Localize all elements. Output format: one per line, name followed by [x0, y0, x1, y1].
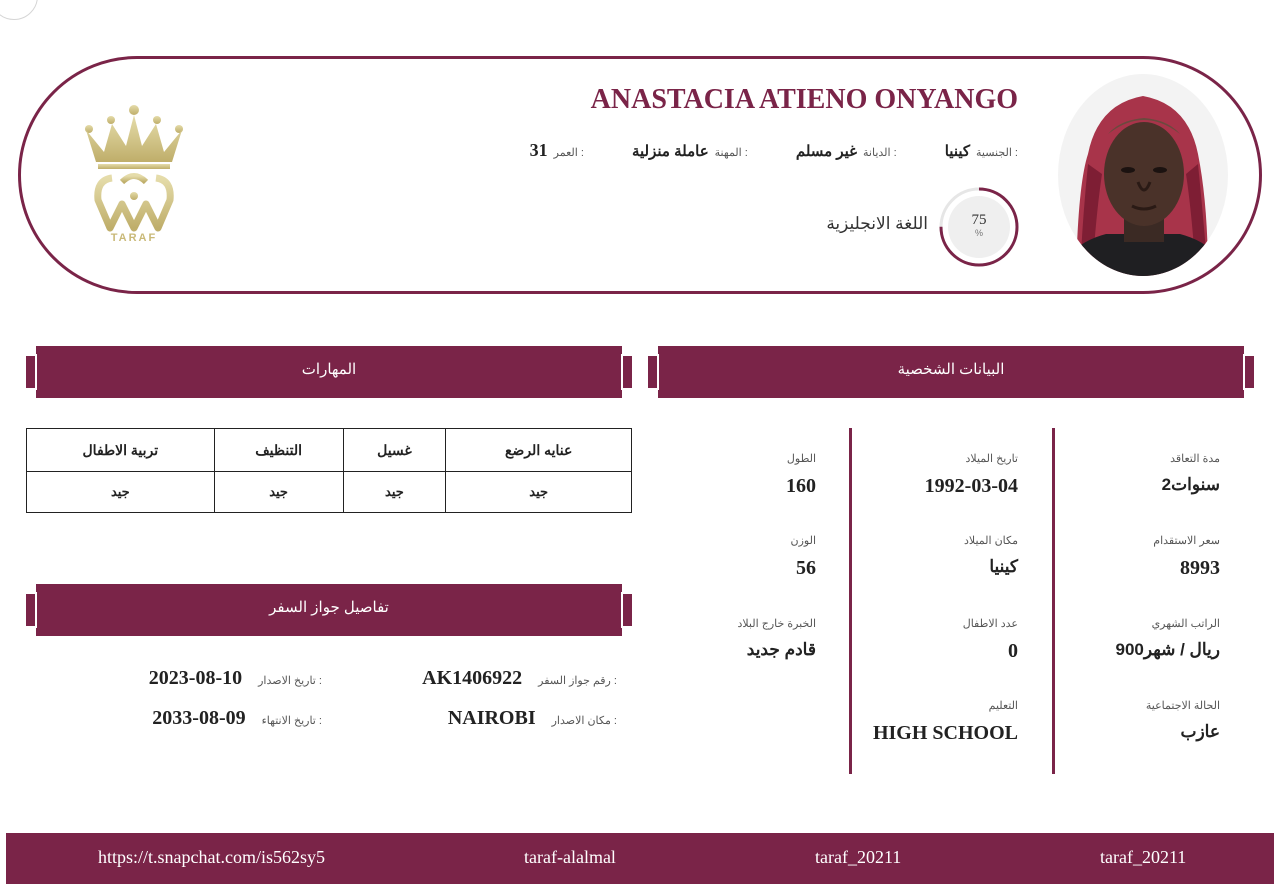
height-label: الطول	[786, 453, 816, 465]
issue-date-label: تاريخ الاصدار :	[258, 675, 322, 687]
skills-title: المهارات	[301, 361, 357, 378]
footer-handle-2[interactable]: taraf_20211	[815, 847, 902, 867]
pob-label: مكان الميلاد	[963, 535, 1018, 547]
religion-field	[796, 142, 897, 160]
profile-photo	[1058, 74, 1228, 276]
cost-value: 8993	[1180, 557, 1220, 579]
children-field	[828, 617, 1018, 663]
passport-banner	[26, 584, 632, 636]
salary-label: الراتب الشهري	[1151, 618, 1220, 630]
religion-label: الديانة :	[863, 147, 897, 159]
skills-header-row	[27, 429, 632, 472]
dob-label: تاريخ الميلاد	[965, 453, 1018, 465]
skill-header-laundry: غسيل	[343, 429, 446, 472]
age-value: 31	[529, 140, 548, 160]
skills-values-row	[27, 472, 632, 513]
marital-value: عازب	[1180, 722, 1220, 741]
personal-banner	[648, 346, 1254, 398]
taraf-crown-logo	[82, 100, 192, 250]
cost-field	[1030, 534, 1220, 580]
issue-place-label: مكان الاصدار :	[551, 715, 617, 727]
height-field	[626, 452, 816, 498]
snapchat-link[interactable]: https://t.snapchat.com/is562sy5	[98, 847, 325, 867]
issue-date-field	[149, 667, 322, 690]
weight-label: الوزن	[790, 535, 816, 547]
expiry-date-label: تاريخ الانتهاء :	[261, 715, 322, 727]
age-field	[530, 140, 584, 161]
experience-field	[626, 617, 816, 660]
height-value: 160	[786, 475, 816, 497]
nationality-field	[945, 142, 1018, 160]
cost-label: سعر الاستقدام	[1153, 535, 1220, 547]
education-field	[828, 699, 1018, 745]
age-label: العمر :	[553, 147, 584, 159]
weight-field	[626, 534, 816, 580]
religion-value: غير مسلم	[795, 143, 858, 160]
dob-value: 1992-03-04	[924, 475, 1018, 497]
passport-number-label: رقم جواز السفر :	[538, 675, 617, 687]
skill-header-childcare: تربية الاطفال	[27, 429, 215, 472]
passport-number-field	[422, 667, 617, 690]
skill-value-infant-care: جيد	[446, 472, 632, 513]
passport-number-value: AK1406922	[422, 667, 523, 689]
salary-value: 900ريال / شهر	[1115, 640, 1220, 659]
worker-name: ANASTACIA ATIENO ONYANGO	[590, 84, 1018, 115]
children-value: 0	[1008, 640, 1018, 662]
footer-bar	[6, 833, 1274, 884]
profession-value: عاملة منزلية	[631, 143, 709, 160]
logo-text: TARAF	[110, 232, 158, 244]
nationality-value: كينيا	[944, 143, 971, 160]
education-label: التعليم	[988, 700, 1018, 712]
english-score-value: 75	[971, 212, 987, 228]
skills-table	[26, 428, 632, 513]
header-meta-row	[530, 140, 1018, 161]
skill-value-cleaning: جيد	[214, 472, 343, 513]
skill-value-childcare: جيد	[27, 472, 215, 513]
passport-title: تفاصيل جواز السفر	[269, 599, 389, 616]
footer-handle-alalmal[interactable]: taraf-alalmal	[524, 847, 616, 867]
personal-title: البيانات الشخصية	[897, 361, 1005, 378]
contract-label: مدة التعاقد	[1170, 453, 1220, 465]
marital-label: الحالة الاجتماعية	[1145, 700, 1220, 712]
skills-banner	[26, 346, 632, 398]
children-label: عدد الاطفال	[962, 618, 1018, 630]
profession-field	[632, 142, 748, 160]
corner-circle	[0, 0, 38, 20]
expiry-date-value: 2033-08-09	[152, 707, 246, 729]
experience-label: الخبرة خارج البلاد	[737, 618, 816, 630]
marital-field	[1030, 699, 1220, 742]
salary-field	[1030, 617, 1220, 660]
expiry-date-field	[152, 707, 322, 730]
english-language-label: اللغة الانجليزية	[826, 214, 928, 233]
dob-field	[828, 452, 1018, 498]
english-score-unit: %	[974, 228, 983, 238]
experience-value: قادم جديد	[746, 640, 816, 659]
english-score-badge	[948, 196, 1010, 258]
weight-value: 56	[796, 557, 816, 579]
pob-field	[828, 534, 1018, 577]
education-value: HIGH SCHOOL	[872, 722, 1018, 744]
skill-header-cleaning: التنظيف	[214, 429, 343, 472]
contract-value: 2سنوات	[1161, 475, 1220, 494]
issue-place-field	[448, 707, 617, 730]
skill-value-laundry: جيد	[343, 472, 446, 513]
contract-field	[1030, 452, 1220, 495]
footer-handle-3[interactable]: taraf_20211	[1100, 847, 1187, 867]
skill-header-infant-care: عنايه الرضع	[446, 429, 632, 472]
pob-value: كينيا	[989, 557, 1018, 576]
profession-label: المهنة :	[714, 147, 748, 159]
nationality-label: الجنسية :	[976, 147, 1018, 159]
issue-place-value: NAIROBI	[447, 707, 536, 729]
issue-date-value: 2023-08-10	[148, 667, 243, 689]
